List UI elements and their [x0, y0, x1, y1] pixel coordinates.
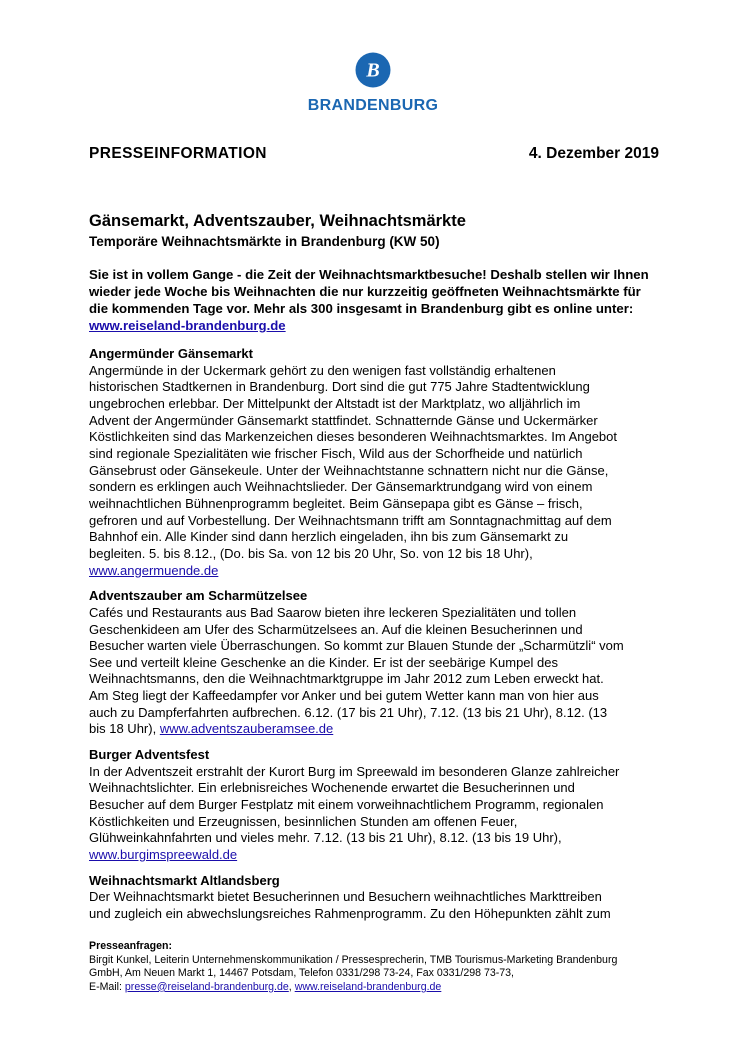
section-body [89, 764, 659, 864]
brandenburg-emblem-icon [355, 52, 391, 88]
brandenburg-logo [0, 52, 746, 115]
web-link[interactable]: www.reiseland-brandenburg.de [294, 980, 442, 993]
main-content [89, 346, 659, 932]
section-link[interactable]: www.burgimspreewald.de [89, 847, 238, 863]
section-link[interactable]: www.adventszauberamsee.de [159, 721, 334, 737]
section-body [89, 889, 659, 922]
footer-contact-text: Birgit Kunkel, Leiterin Unternehmenskommunikation / Pressesprecherin, TMB Tourismus-Marketing Brandenburg GmbH, Am Neuen Markt 1, 14467 Potsdam, Telefon 0331/298 73-24, Fax 0331/298 73-73, [89, 953, 618, 980]
section-text: Der Weihnachtsmarkt bietet Besucherinnen und Besuchern weihnachtliches Markttreiben und zugleich ein abwechslungsreiches Rahmenprogramm. Zu den Höhepunkten zählt zum [89, 889, 611, 921]
press-header [89, 145, 659, 163]
press-label: PRESSEINFORMATION [89, 145, 267, 162]
section-angermuende [89, 346, 659, 579]
section-title: Adventszauber am Scharmützelsee [89, 588, 308, 604]
section-title: Angermünder Gänsemarkt [89, 346, 253, 361]
section-burg [89, 747, 659, 864]
svg-text:B: B [366, 59, 380, 82]
press-date: 4. Dezember 2019 [528, 145, 659, 162]
lead-paragraph [89, 266, 649, 334]
page-subtitle: Temporäre Weihnachtsmärkte in Brandenburg (KW 50) [89, 234, 440, 249]
section-link[interactable]: www.angermuende.de [89, 562, 219, 578]
lead-text: Sie ist in vollem Gange - die Zeit der Weihnachtsmarktbesuche! Deshalb stellen wir Ihnen wieder jede Woche bis Weihnachten die nur kurzzeitig geöffneten Weihnachtsmärkte für die kommenden Tage vor. Mehr als 300 insgesamt in Brandenburg gibt es online unter: [89, 267, 649, 316]
email-label: E-Mail: [89, 980, 125, 993]
lead-link[interactable]: www.reiseland-brandenburg.de [89, 318, 286, 333]
section-text: In der Adventszeit erstrahlt der Kurort Burg im Spreewald im besonderen Glanze zahlreicher Weihnachtslichter. Ein erlebnisreiches Wochenende erwartet die Besucherinnen und Besucher auf dem Burger Festplatz mit einem vorweihnachtlichem Programm, regionalen Köstlichkeiten und Erzeugnissen, besinnlichen Stunden am offenen Feuer, Glühweinkahnfahrten und vieles mehr. 7.12. (13 bis 21 Uhr), 8.12. (13 bis 19 Uhr), [89, 763, 620, 846]
section-title: Weihnachtsmarkt Altlandsberg [89, 872, 280, 888]
section-text: Cafés und Restaurants aus Bad Saarow bieten ihre leckeren Spezialitäten und tollen Geschenkideen am Ufer des Scharmützelsees an. Auf die kleinen Besucherinnen und Besucher warten viele Überraschungen. So kommt zur Blauen Stunde der „Scharmützli“ vom See und verteilt kleine Geschenke an die Kinder. Er ist der seebärige Kumpel des Weihnachtsmanns, den die Weihnachtmarktgruppe im Jahr 2012 zum Leben erweckt hat. Am Steg liegt der Kaffeedampfer vor Anker und bei gutem Wetter kann man von hier aus auch zu Dampferfahrten aufbrechen. 6.12. (17 bis 21 Uhr), 7.12. (13 bis 21 Uhr), 8.12. (13 bis 18 Uhr), [89, 604, 624, 737]
footer-text [89, 954, 659, 995]
section-body [89, 605, 659, 738]
section-title: Burger Adventsfest [89, 747, 210, 763]
logo-text: BRANDENBURG [307, 97, 439, 114]
section-body [89, 363, 659, 580]
footer-title: Presseanfragen: [89, 940, 173, 952]
page-title: Gänsemarkt, Adventszauber, Weihnachtsmärkte [89, 212, 466, 230]
footer-separator: , [288, 980, 295, 993]
section-scharmuetzelsee [89, 588, 659, 738]
email-link[interactable]: presse@reiseland-brandenburg.de [124, 980, 289, 993]
section-altlandsberg [89, 873, 659, 923]
press-contact-footer [89, 940, 659, 994]
section-text: Angermünde in der Uckermark gehört zu den wenigen fast vollständig erhaltenen historischen Stadtkernen in Brandenburg. Dort sind die gut 775 Jahre Stadtentwicklung ungebrochen erlebbar. Der Mittelpunkt der Altstadt ist der Marktplatz, wo alljährlich im Advent der Angermünder Gänsemarkt stattfindet. Schnatternde Gänse und Uckermärker Köstlichkeiten sind das Markenzeichen dieses besonderen Weihnachtsmarktes. Im Angebot sind regionale Spezialitäten wie frischer Fisch, Wild aus der Schorfheide und natürlich Gänsebrust oder Gänsekeule. Unter der Weihnachtstanne schnattern nicht nur die Gänse, sondern es erklingen auch Weihnachtslieder. Der Gänsemarktrundgang wird von einem weihnachtlichen Bühnenprogramm begleitet. Beim Gänsepapa gibt es Gänse – frisch, gefroren und auf Vorbestellung. Der Weihnachtsmann trifft am Sonntagnachmittag auf dem Bahnhof ein. Alle Kinder sind dann herzlich eingeladen, ihn bis zum Gänsemarkt zu begleiten. 5. bis 8.12., (Do. bis Sa. von 12 bis 20 Uhr, So. von 12 bis 18 Uhr), [89, 362, 617, 561]
